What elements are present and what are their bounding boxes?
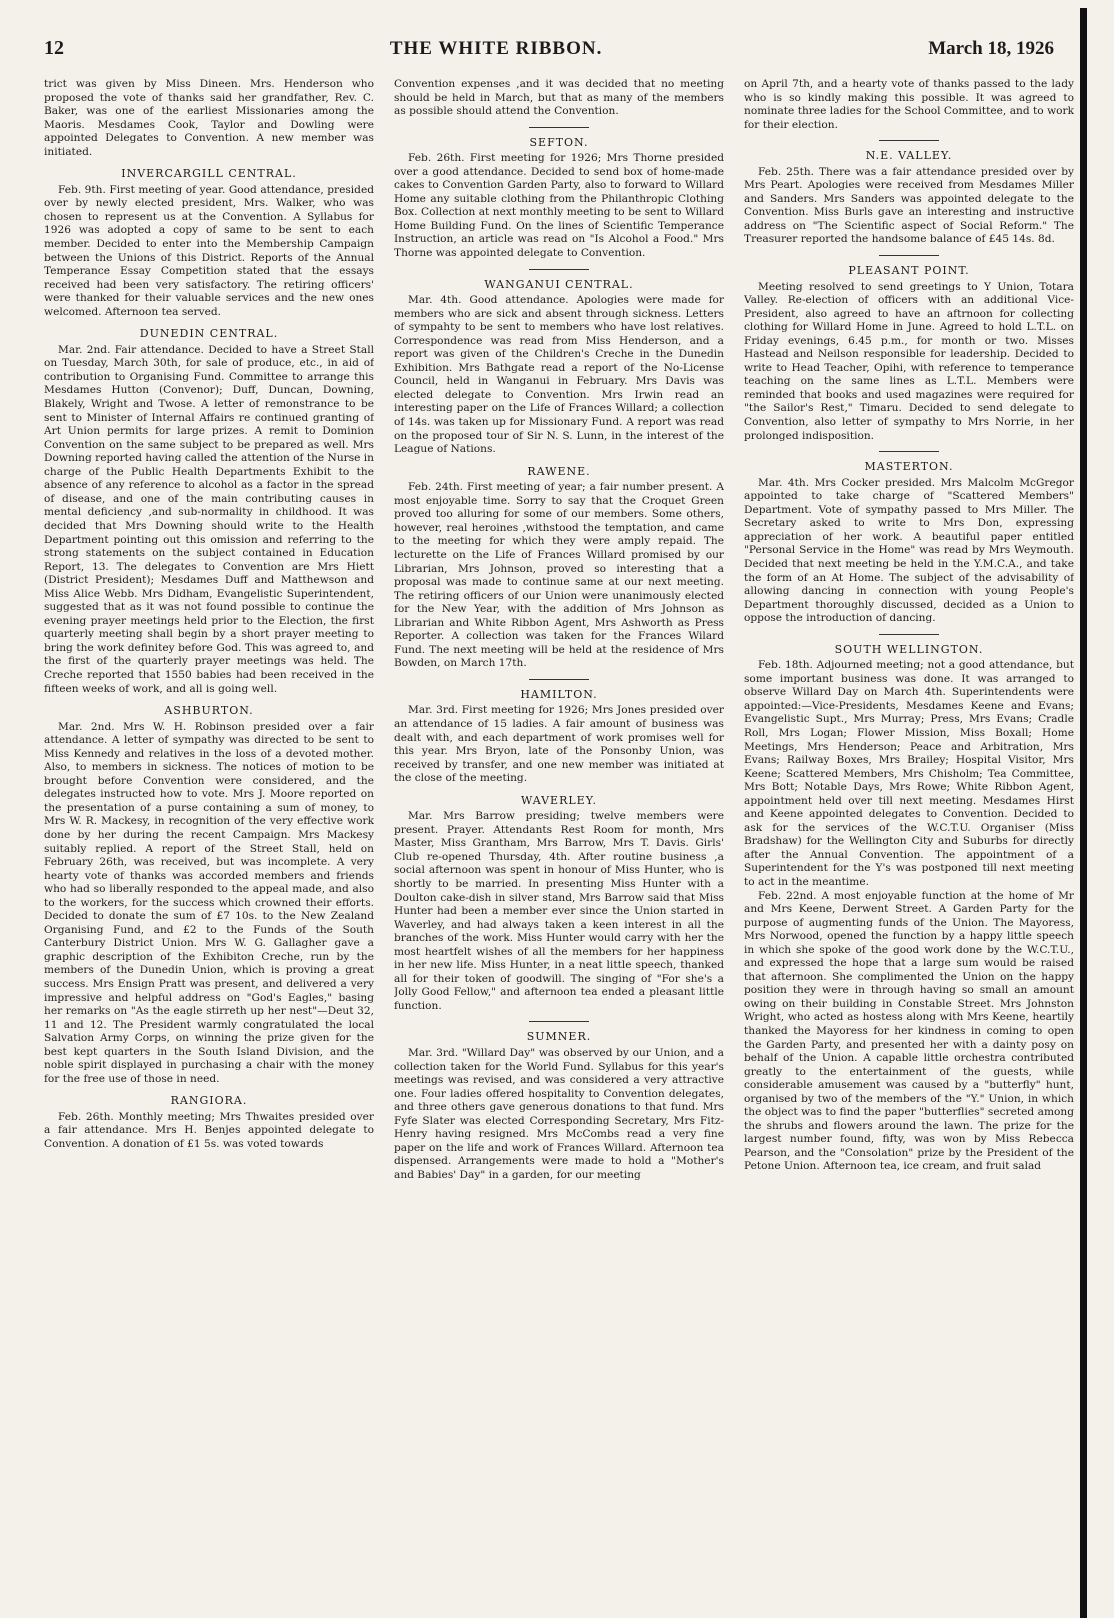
- page-edge-rule: [1080, 8, 1087, 1618]
- section-body-dunedin: Mar. 2nd. Fair attendance. Decided to have a Street Stall on Tuesday, March 30th, for sale of produce, etc., in aid of contribution to Organising Fund. Committee to arrange this Mesdames Hutton (Convenor); Duff, Duncan, Downing, Blakely, Wright and Twose. A letter of remonstrance to be sent to Minister of Internal Affairs re continued granting of Art Union permits for large prizes. A remit to Dominion Convention on the same subject to be prepared as well. Mrs Downing reported having called the attention of the Nurse in charge of the Public Health Departments Exhibit to the absence of any reference to alcohol as a factor in the spread of disease, and one of the main contributing causes in mental deficiency ,and sub-normality in childhood. It was decided that Mrs Downing should write to the Health Department pointing out this omission and referring to the strong statements on the subject contained in Education Report, 13. The delegates to Convention are Mrs Hiett (District President); Mesdames Duff and Matthewson and Miss Alice Webb. Mrs Didham, Evangelistic Superintendent, suggested that as it was not found possible to continue the evening prayer meetings held prior to the Election, the first quarterly meeting shall begin by a short prayer meeting to bring the work definitey before God. This was agreed to, and the first of the quarterly prayer meetings was held. The Creche reported that 1550 babies had been received in the fifteen weeks of work, and all is going well.: [44, 343, 374, 695]
- issue-date: March 18, 1926: [928, 38, 1054, 59]
- section-body-masterton: Mar. 4th. Mrs Cocker presided. Mrs Malcolm McGregor appointed to take charge of "Scattered Members" Department. Vote of sympathy passed to Mrs Miller. The Secretary asked to write to Mrs Don, expressing appreciation of her work. A beautiful paper entitled "Personal Service in the Home" was read by Mrs Weymouth. Decided that next meeting be held in the Y.M.C.A., and take the form of an At Home. The subject of the advisability of allowing dancing in connection with young People's Department thoroughly discussed, decided as a Union to oppose the introduction of dancing.: [744, 476, 1074, 625]
- column-3: [744, 78, 1074, 1610]
- column-2: [394, 78, 724, 1610]
- section-body-waverley: Mar. Mrs Barrow presiding; twelve members were present. Prayer. Attendants Rest Room for month, Mrs Master, Miss Grantham, Mrs Barrow, Mrs T. Davis. Girls' Club re-opened Thursday, 4th. After routine business ,a social afternoon was spent in honour of Miss Hunter, who is shortly to be married. In presenting Miss Hunter with a Doulton cake-dish in silver stand, Mrs Barrow said that Miss Hunter had been a member ever since the Union started in Waverley, and had always taken a keen interest in all the branches of the work. Miss Hunter would carry with her the most heartfelt wishes of all the members for her happiness in her new life. Miss Hunter, in a neat little speech, thanked all for their token of goodwill. The singing of "For she's a Jolly Good Fellow," and afternoon tea ended a pleasant little function.: [394, 810, 724, 1012]
- section-body-pleasant-point: Meeting resolved to send greetings to Y Union, Totara Valley. Re-election of officers with an additional Vice-President, also agreed to have an aftrnoon for collecting clothing for Willard Home in June. Agreed to hold L.T.L. on Friday evenings, 6.45 p.m., for month or two. Misses Hastead and Neilson responsible for leadership. Decided to write to Head Teacher, Opihi, with reference to temperance teaching on the same lines as L.T.L. Members were reminded that books and used magazines were required for "the Sailor's Rest," Timaru. Decided to send delegate to Convention, also letter of sympathy to Mrs Norrie, in her prolonged indisposition.: [744, 280, 1074, 442]
- section-divider: [529, 127, 589, 128]
- section-body-sumner: Mar. 3rd. "Willard Day" was observed by our Union, and a collection taken for the World Fund. Syllabus for this year's meetings was revised, and was considered a very attractive one. Four ladies offered hospitality to Convention delegates, and three others gave generous donations to that fund. Mrs Fyfe Slater was elected Corresponding Secretary, Mrs Fitz-Henry having resigned. Mrs McCombs read a very fine paper on the life and work of Frances Willard. Afternoon tea dispensed. Arrangements were made to hold a "Mother's and Babies' Day" in a garden, for our meeting: [394, 1047, 724, 1181]
- section-body-invercargill: Feb. 9th. First meeting of year. Good attendance, presided over by newly elected president, Mrs. Walker, who was chosen to represent us at the Convention. A Syllabus for 1926 was adopted a copy of same to be sent to each member. Decided to enter into the Membership Campaign between the Unions of this District. Reports of the Annual Temperance Essay Competition stated that the essays received had been very satisfactory. The retiring officers' were thanked for their valuable services and the new ones welcomed. Afternoon tea served.: [44, 183, 374, 318]
- section-title-hamilton: HAMILTON.: [520, 687, 598, 701]
- continued-text: Convention expenses ,and it was decided that no meeting should be held in March, but that as many of the members as possible should attend the Convention.: [394, 78, 724, 118]
- section-divider: [879, 255, 939, 256]
- section-body-sefton: Feb. 26th. First meeting for 1926; Mrs Thorne presided over a good attendance. Decided to send box of home-made cakes to Convention Garden Party, also to forward to Willard Home any suitable clothing from the Philanthropic Clothing Box. Collection at next monthly meeting to be sent to Willard Home Building Fund. On the lines of Scientific Temperance Instruction, an article was read on "Is Alcohol a Food." Mrs Thorne was appointed delegate to Convention.: [394, 152, 724, 260]
- section-title-masterton: MASTERTON.: [864, 460, 954, 474]
- section-title-waverley: WAVERLEY.: [520, 793, 598, 807]
- section-body-rangiora: Feb. 26th. Monthly meeting; Mrs Thwaites presided over a fair attendance. Mrs H. Benjes appointed delegate to Convention. A donation of £1 5s. was voted towards: [44, 1110, 374, 1151]
- section-body-south-wellington-2: Feb. 22nd. A most enjoyable function at the home of Mr and Mrs Keene, Derwent Street. A Garden Party for the purpose of augmenting funds of the Union. The Mayoress, Mrs Norwood, opened the function by a happy little speech in which she spoke of the good work done by the W.C.T.U., and expressed the hope that a large sum would be raised that afternoon. She complimented the Union on the happy position they were in through having so small an amount owing on their building in Constable Street. Mrs Johnston Wright, who acted as hostess along with Mrs Keene, heartily thanked the Mayoress for her kindness in coming to open the Garden Party, and presented her with a dainty posy on behalf of the Union. A capable little orchestra contributed greatly to the entertainment of the guests, while considerable amusement was caused by a "butterfly" hunt, organised by two of the members of the "Y." Union, in which the object was to find the paper "butterflies" secreted among the shrubs and flowers around the lawn. The prize for the largest number found, fifty, was won by Miss Rebecca Pearson, and the "Consolation" prize by the President of the Petone Union. Afternoon tea, ice cream, and fruit salad: [744, 889, 1074, 1173]
- section-title-ne-valley: N.E. VALLEY.: [865, 149, 953, 163]
- section-title-pleasant-point: PLEASANT POINT.: [848, 264, 970, 278]
- section-divider: [529, 679, 589, 680]
- section-title-sumner: SUMNER.: [526, 1030, 592, 1044]
- section-title-ashburton: ASHBURTON.: [164, 704, 254, 718]
- section-divider: [879, 634, 939, 635]
- section-title-wanganui: WANGANUI CENTRAL.: [484, 277, 634, 291]
- section-body-ashburton: Mar. 2nd. Mrs W. H. Robinson presided over a fair attendance. A letter of sympathy was directed to be sent to Miss Kennedy and relatives in the loss of a devoted mother. Also, to members in sickness. The notices of motion to be brought before Convention were considered, and the delegates instructed how to vote. Mrs J. Moore reported on the presentation of a purse containing a sum of money, to Mrs W. R. Mackesy, in recognition of the very effective work done by her during the recent Campaign. Mrs Mackesy suitably replied. A report of the Street Stall, held on February 26th, was received, but was incomplete. A very hearty vote of thanks was accorded members and friends who had so liberally responded to the appeal made, and also to the workers, for the success which crowned their efforts. Decided to donate the sum of £7 10s. to the New Zealand Organising Fund, and £2 to the Funds of the South Canterbury District Union. Mrs W. G. Gallagher gave a graphic description of the Exhibiton Creche, run by the members of the Dunedin Union, which is proving a great success. Mrs Ensign Pratt was present, and delivered a very impressive and helpful address on "God's Eagles," basing her remarks on "As the eagle stirreth up her nest"—Deut 32, 11 and 12. The President warmly congratulated the local Salvation Army Corps, on winning the prize given for the best kept quarters in the South Island Division, and the noble spirit displayed in purchasing a chair with the money for the free use of those in need.: [44, 720, 374, 1085]
- section-title-invercargill: INVERCARGILL CENTRAL.: [121, 167, 297, 181]
- section-title-rawene: RAWENE.: [527, 464, 591, 478]
- article-columns: [44, 78, 1074, 1610]
- section-body-south-wellington-1: Feb. 18th. Adjourned meeting; not a good attendance, but some important business was done. It was arranged to observe Willard Day on March 4th. Superintendents were appointed:—Vice-Presidents, Mesdames Keene and Evans; Evangelistic Supt., Mrs Murray; Press, Mrs Evans; Cradle Roll, Mrs Logan; Flower Mission, Miss Boxall; Home Meetings, Mrs Henderson; Peace and Arbitration, Mrs Evans; Railway Boxes, Mrs Brailey; Hospital Visitor, Mrs Keene; Scattered Members, Mrs Chisholm; Tea Committee, Mrs Bott; Notable Days, Mrs Rowe; White Ribbon Agent, appointment held over till next meeting. Mesdames Hirst and Keene appointed delegates to Convention. Decided to ask for the services of the W.C.T.U. Organiser (Miss Bradshaw) for the Wellington City and Suburbs for directly after the Annual Convention. The appointment of a Superintendent for the Y's was postponed till next meeting to act in the meantime.: [744, 659, 1074, 888]
- page-header: [44, 28, 1054, 60]
- continued-text: on April 7th, and a hearty vote of thanks passed to the lady who is so kindly making this possible. It was agreed to nominate three ladies for the School Committee, and to work for their election.: [744, 78, 1074, 131]
- section-divider: [879, 140, 939, 141]
- section-body-hamilton: Mar. 3rd. First meeting for 1926; Mrs Jones presided over an attendance of 15 ladies. A fair amount of business was dealt with, and each department of work promises well for this year. Mrs Bryon, late of the Ponsonby Union, was received by transfer, and one new member was initiated at the close of the meeting.: [394, 704, 724, 785]
- publication-title: THE WHITE RIBBON.: [389, 38, 603, 59]
- section-title-sefton: SEFTON.: [529, 135, 589, 149]
- section-divider: [529, 269, 589, 270]
- section-body-wanganui: Mar. 4th. Good attendance. Apologies were made for members who are sick and absent through sickness. Letters of sympahty to be sent to members who have lost relatives. Correspondence was read from Miss Henderson, and a report was given of the Children's Creche in the Dunedin Exhibition. Mrs Bathgate read a report of the No-License Council, held in Wanganui in February. Mrs Davis was elected delegate to Convention. Mrs Irwin read an interesting paper on the Life of Frances Willard; a collection of 14s. was taken up for Missionary Fund. A report was read on the proposed tour of Sir N. S. Lunn, in the interest of the League of Nations.: [394, 294, 724, 456]
- section-divider: [529, 1021, 589, 1022]
- section-title-rangiora: RANGIORA.: [170, 1094, 248, 1108]
- continued-text: trict was given by Miss Dineen. Mrs. Henderson who proposed the vote of thanks said her grandfather, Rev. C. Baker, was one of the earliest Missionaries among the Maoris. Mesdames Cook, Taylor and Dowling were appointed Delegates to Convention. A new member was initiated.: [44, 78, 374, 158]
- section-title-dunedin: DUNEDIN CENTRAL.: [139, 327, 279, 341]
- section-divider: [879, 451, 939, 452]
- column-1: [44, 78, 374, 1610]
- section-body-rawene: Feb. 24th. First meeting of year; a fair number present. A most enjoyable time. Sorry to say that the Croquet Green proved too alluring for some of our members. Some others, however, real heroines ,withstood the temptation, and came to the meeting for which they were amply repaid. The lecturette on the Life of Frances Willard promised by our Librarian, Mrs Johnson, proved so interesting that a proposal was made to continue same at our next meeting. The retiring officers of our Union were unanimously elected for the New Year, with the addition of Mrs Johnson as Librarian and White Ribbon Agent, Mrs Ashworth as Press Reporter. A collection was taken for the Frances Wilard Fund. The next meeting will be held at the residence of Mrs Bowden, on March 17th.: [394, 481, 724, 670]
- section-title-south-wellington: SOUTH WELLINGTON.: [834, 642, 984, 656]
- page-number: 12: [44, 37, 64, 59]
- section-body-ne-valley: Feb. 25th. There was a fair attendance presided over by Mrs Peart. Apologies were received from Mesdames Miller and Sanders. Mrs Sanders was appointed delegate to the Convention. Miss Burls gave an interesting and instructive address on "The Scientific aspect of Social Reform." The Treasurer reported the handsome balance of £45 14s. 8d.: [744, 165, 1074, 246]
